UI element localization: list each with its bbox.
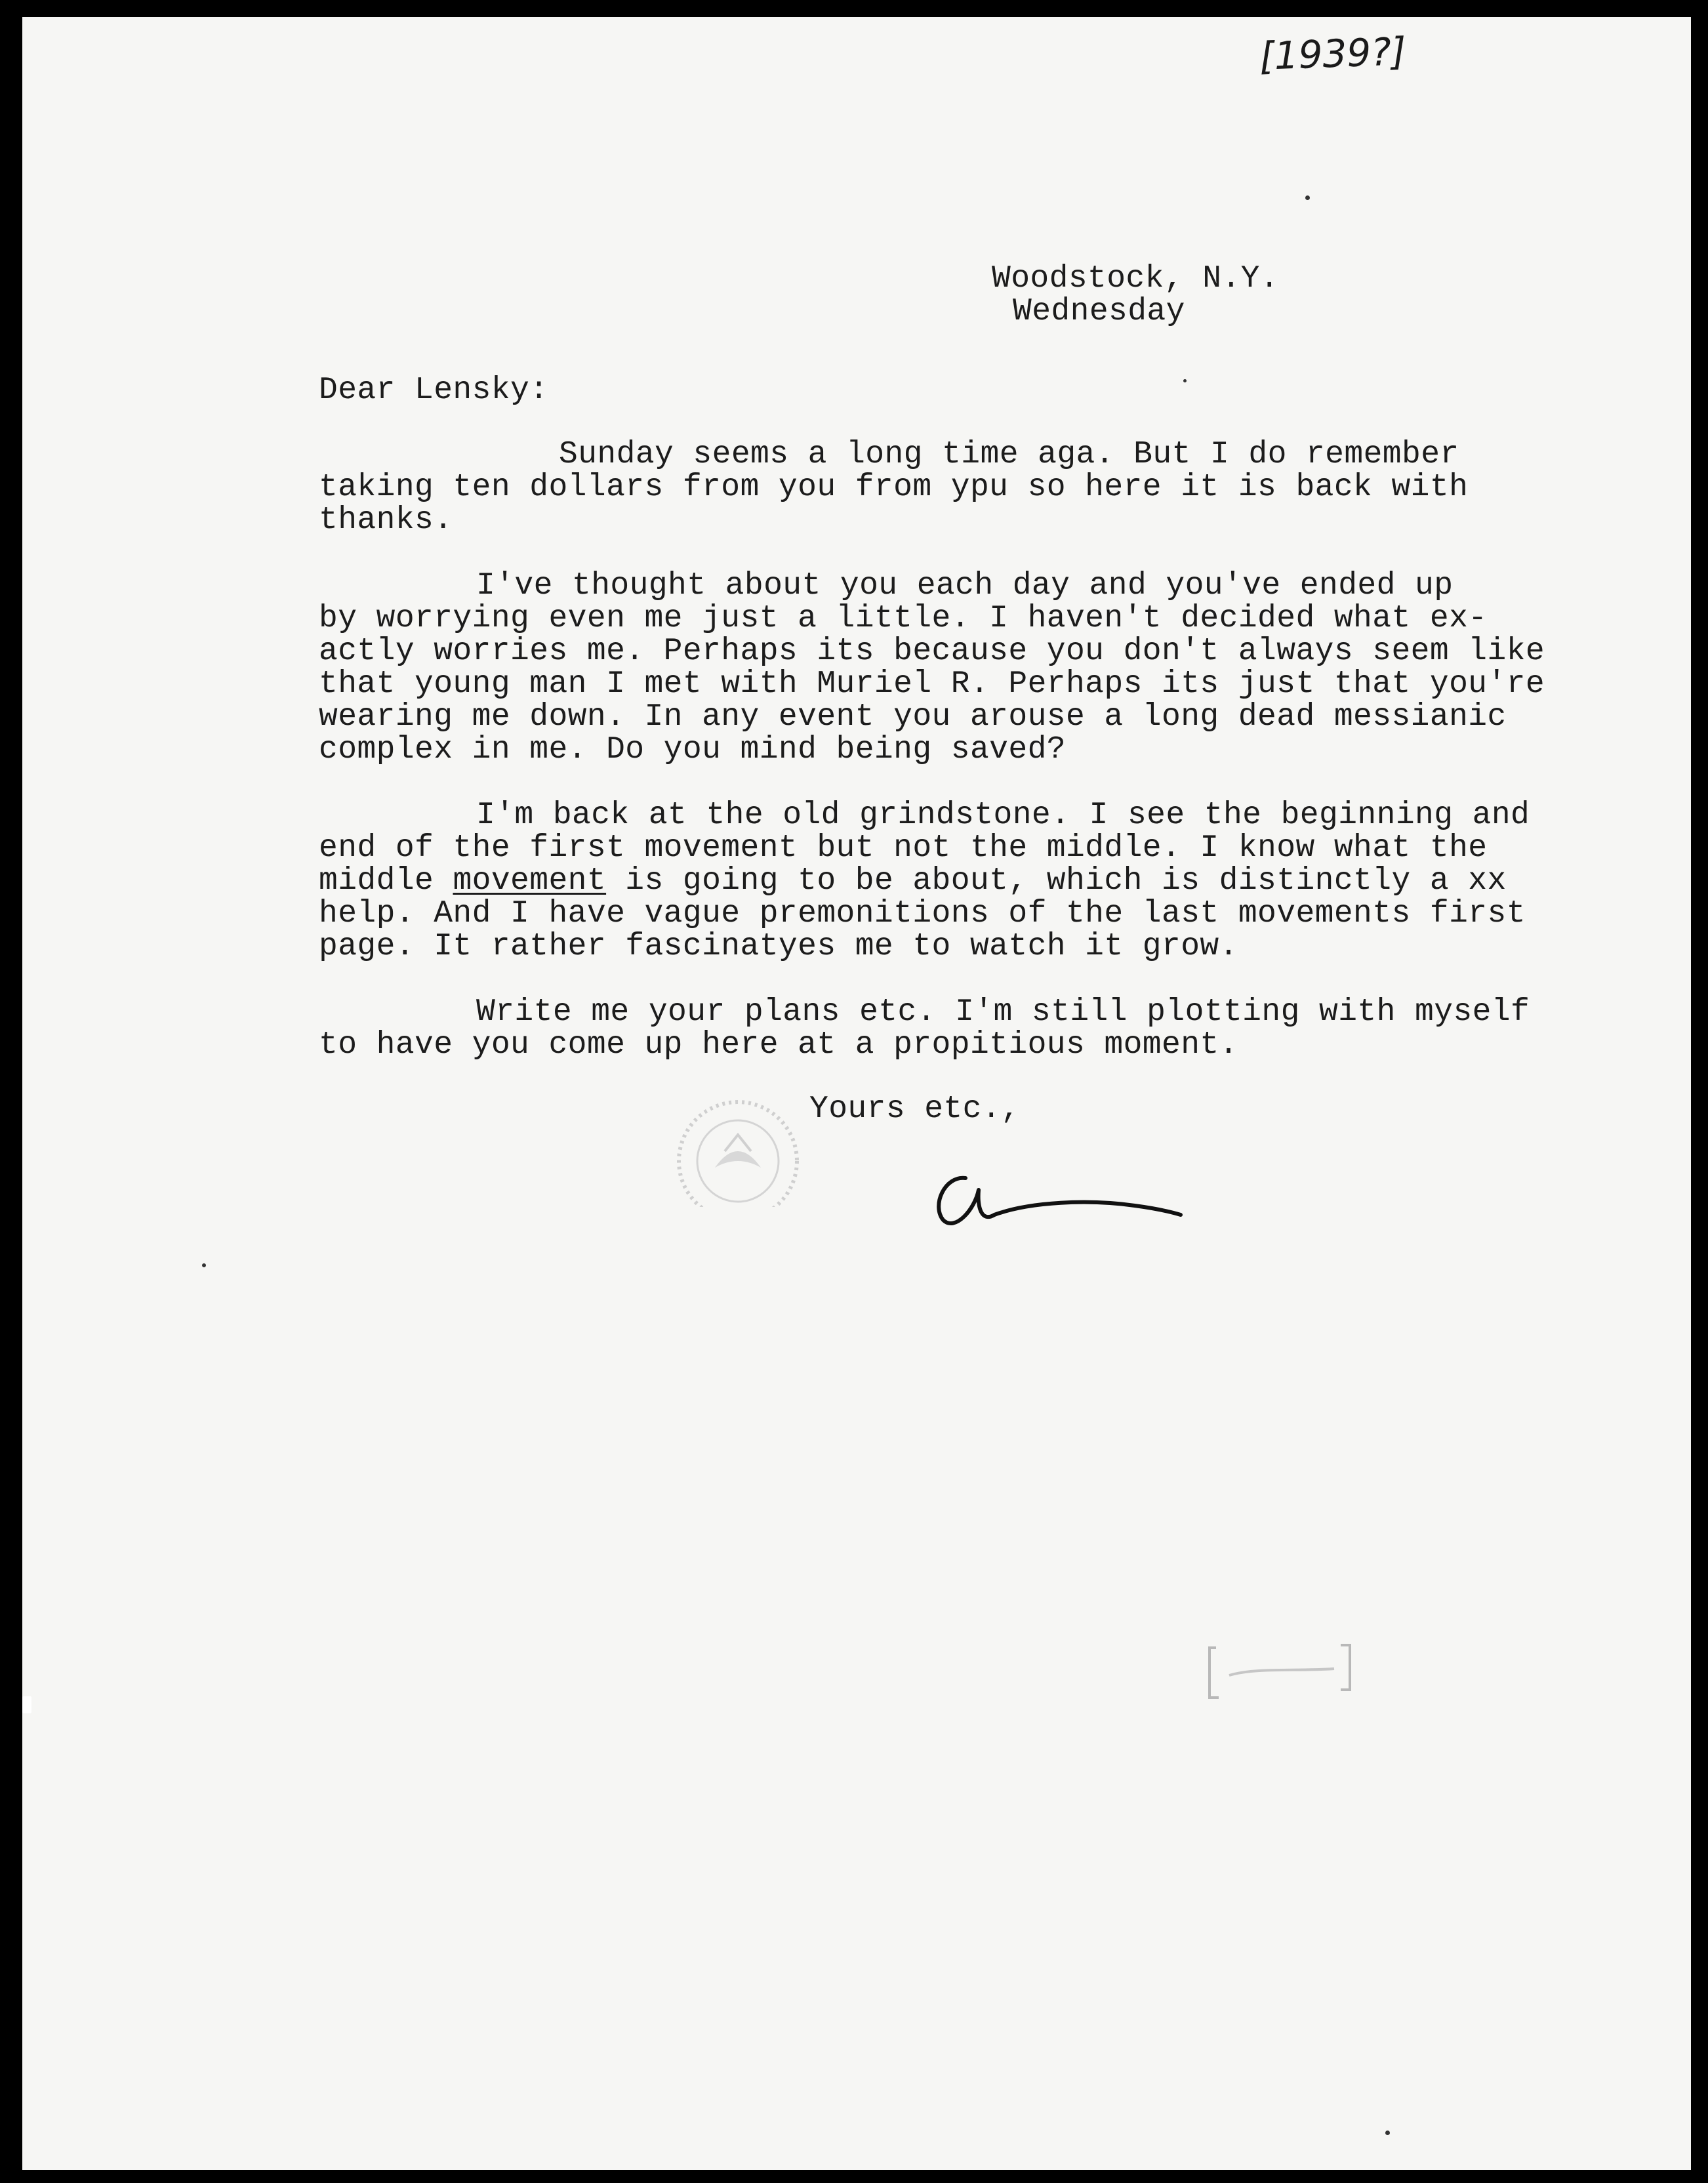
- paragraph-line: Write me your plans etc. I'm still plotting with myself: [476, 994, 1530, 1030]
- archive-date-note: [1939?]: [1258, 29, 1407, 79]
- paragraph-line: wearing me down. In any event you arouse a long dead messianic: [319, 699, 1507, 735]
- paragraph-line: by worrying even me just a little. I haven't decided what ex-: [319, 601, 1488, 636]
- paper-speck: [1385, 2131, 1390, 2135]
- paragraph-line: taking ten dollars from you from ypu so here it is back with: [319, 470, 1469, 505]
- paper-edge-mark: [22, 1696, 31, 1713]
- letter-page: [22, 17, 1691, 2170]
- paragraph-line: I've thought about you each day and you've ended up: [476, 568, 1454, 603]
- paragraph-line: complex in me. Do you mind being saved?: [319, 732, 1066, 767]
- paragraph-line: thanks.: [319, 502, 453, 538]
- paragraph-line: actly worries me. Perhaps its because you don't always seem like: [319, 634, 1545, 669]
- paragraph-line: Sunday seems a long time aga. But I do remember: [559, 437, 1459, 472]
- paragraph-line: help. And I have vague premonitions of the last movements first: [319, 896, 1526, 931]
- heading-place: Woodstock, N.Y.: [992, 261, 1280, 296]
- paper-speck: [1183, 379, 1187, 382]
- paragraph-line: I'm back at the old grindstone. I see the beginning and: [476, 798, 1530, 833]
- paragraph-text: middle: [319, 863, 453, 899]
- salutation: Dear Lensky:: [319, 373, 549, 408]
- paper-speck: [1305, 195, 1310, 200]
- underlined-word: movement: [453, 863, 607, 899]
- paragraph-line: that young man I met with Muriel R. Perhaps its just that you're: [319, 666, 1545, 702]
- paper-speck: [202, 1263, 206, 1267]
- paragraph-line: to have you come up here at a propitious moment.: [319, 1027, 1238, 1063]
- signature-mark: [918, 1147, 1220, 1252]
- closing: Yours etc.,: [809, 1092, 1021, 1127]
- heading-day: Wednesday: [1013, 294, 1185, 329]
- paragraph-line: [319, 865, 1507, 897]
- paragraph-line: end of the first movement but not the middle. I know what the: [319, 830, 1488, 866]
- paragraph-line: page. It rather fascinatyes me to watch it grow.: [319, 929, 1238, 964]
- pencil-mark: [1203, 1635, 1400, 1707]
- paragraph-text: is going to be about, which is distinctly a xx: [606, 863, 1507, 899]
- embossed-seal-icon: [643, 1089, 833, 1207]
